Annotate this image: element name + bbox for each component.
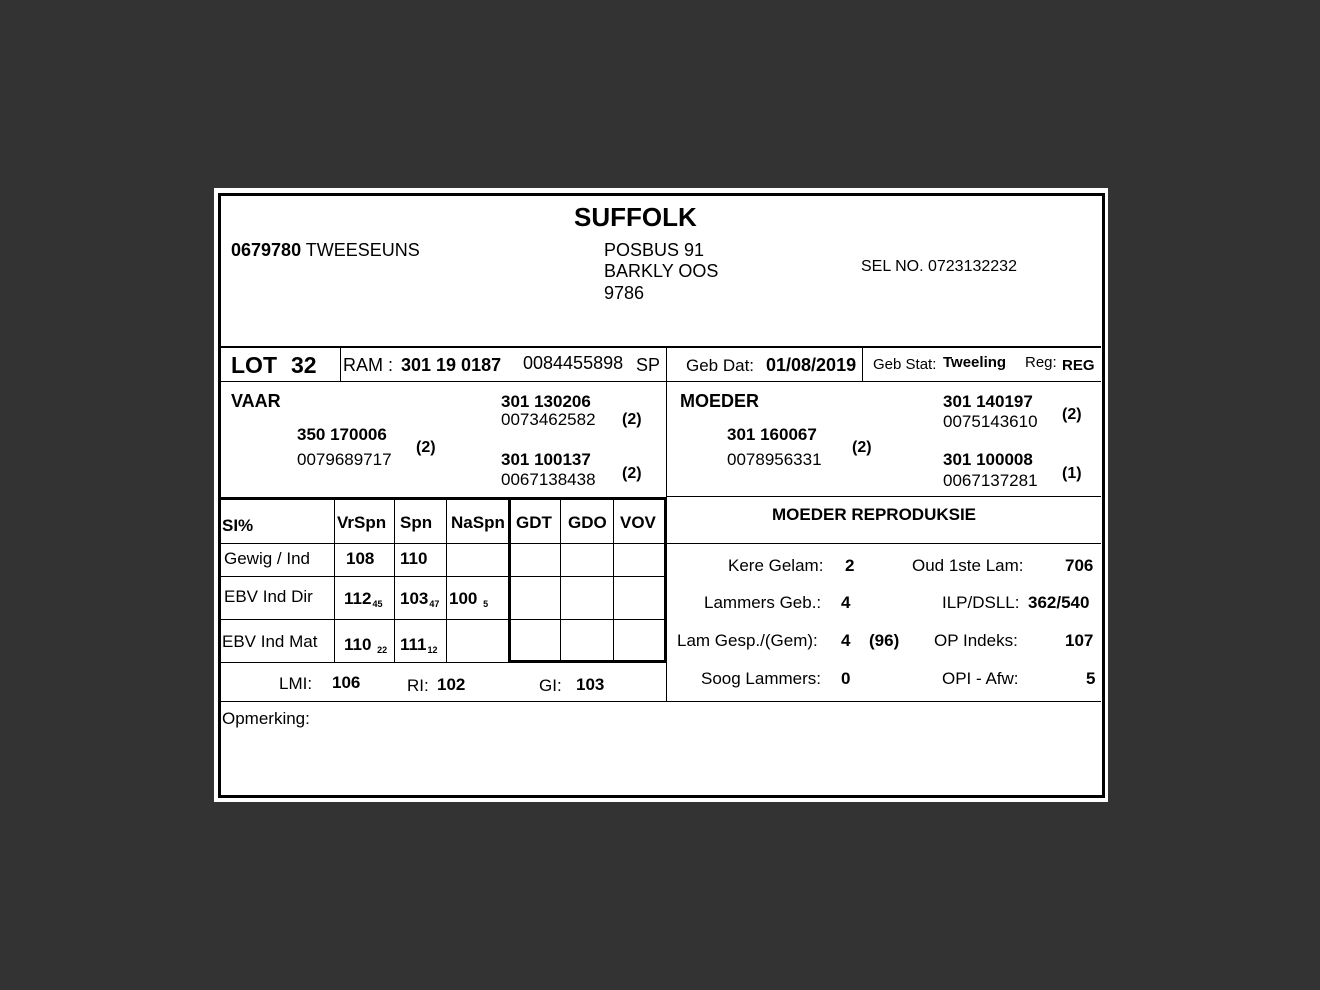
dam-sire-id: 301 140197 xyxy=(943,392,1033,411)
birth-status-label: Geb Stat: xyxy=(873,356,937,373)
col-header-vov: VOV xyxy=(620,513,656,532)
sire-dam-reg: 0067138438 xyxy=(501,470,596,489)
op-indeks-value: 107 xyxy=(1065,631,1094,650)
gi-label: GI: xyxy=(539,676,562,695)
divider xyxy=(664,498,667,662)
kere-gelam-label: Kere Gelam: xyxy=(728,556,824,575)
lam-gesp-value: 4 xyxy=(841,631,851,650)
dam-count: (2) xyxy=(852,439,872,456)
ebv-mat-spn-accuracy: 12 xyxy=(427,645,438,655)
col-header-gdo: GDO xyxy=(568,513,607,532)
row-label-ebv-mat: EBV Ind Mat xyxy=(222,632,318,651)
divider xyxy=(220,346,1101,348)
dam-sire-count: (2) xyxy=(1062,406,1082,423)
sire-sire-count: (2) xyxy=(622,411,642,428)
ri-label: RI: xyxy=(407,676,429,695)
col-header-si: SI% xyxy=(222,516,254,535)
reproduction-title: MOEDER REPRODUKSIE xyxy=(772,505,977,524)
opi-afw-value: 5 xyxy=(1086,669,1096,688)
dam-id: 301 160067 xyxy=(727,425,817,444)
ebv-dir-vrspn-accuracy: 45 xyxy=(372,599,383,609)
divider xyxy=(666,347,667,382)
lam-gesp-label: Lam Gesp./(Gem): xyxy=(677,631,818,650)
ram-code: SP xyxy=(636,355,661,375)
sire-dam-count: (2) xyxy=(622,465,642,482)
dam-label: MOEDER xyxy=(680,391,760,411)
divider xyxy=(220,543,666,544)
dam-dam-id: 301 100008 xyxy=(943,450,1033,469)
sire-sire-id: 301 130206 xyxy=(501,392,591,411)
oud-lam-label: Oud 1ste Lam: xyxy=(912,556,1024,575)
dam-sire-reg: 0075143610 xyxy=(943,412,1038,431)
dam-reg: 0078956331 xyxy=(727,450,822,469)
divider xyxy=(560,498,561,662)
dam-dam-reg: 0067137281 xyxy=(943,471,1038,490)
reg-label: Reg: xyxy=(1025,354,1057,371)
ram-reg: 0084455898 xyxy=(523,353,624,373)
divider xyxy=(340,347,341,382)
birth-date: 01/08/2019 xyxy=(766,355,857,375)
breed-title: SUFFOLK xyxy=(574,202,697,232)
col-header-vrspn: VrSpn xyxy=(337,513,387,532)
col-header-naspn: NaSpn xyxy=(451,513,505,532)
ebv-dir-spn xyxy=(400,590,439,609)
col-header-gdt: GDT xyxy=(516,513,552,532)
reg-value: REG xyxy=(1062,357,1095,374)
owner xyxy=(231,241,420,259)
ebv-dir-spn-accuracy: 47 xyxy=(429,599,440,609)
soog-lammers-label: Soog Lammers: xyxy=(701,669,821,688)
gi-value: 103 xyxy=(576,675,605,694)
ri-value: 102 xyxy=(437,675,466,694)
ram-label: RAM : xyxy=(343,355,394,375)
ebv-dir-naspn xyxy=(449,590,488,609)
divider xyxy=(394,498,395,662)
sire-dam-id: 301 100137 xyxy=(501,450,591,469)
col-header-spn: Spn xyxy=(400,513,433,532)
row-label-gewig: Gewig / Ind xyxy=(224,549,310,568)
divider xyxy=(508,498,511,662)
lmi-value: 106 xyxy=(332,673,361,692)
divider xyxy=(613,498,614,662)
ebv-dir-naspn-value: 100 xyxy=(449,589,478,608)
soog-lammers-value: 0 xyxy=(841,669,851,688)
lot-label: LOT xyxy=(231,352,277,378)
divider xyxy=(862,347,863,382)
owner-name: TWEESEUNS xyxy=(305,240,420,260)
ebv-mat-spn-value: 111 xyxy=(400,635,427,654)
op-indeks-label: OP Indeks: xyxy=(934,631,1018,650)
divider xyxy=(220,497,666,500)
ebv-dir-spn-value: 103 xyxy=(400,589,429,608)
divider xyxy=(220,662,666,663)
lam-gesp-gem: (96) xyxy=(869,631,900,650)
ebv-dir-naspn-accuracy: 5 xyxy=(483,599,489,609)
sire-reg: 0079689717 xyxy=(297,450,392,469)
birth-status: Tweeling xyxy=(943,354,1007,371)
address-line1: POSBUS 91 xyxy=(604,240,705,260)
ebv-mat-vrspn xyxy=(344,636,387,655)
lammers-geb-label: Lammers Geb.: xyxy=(704,593,822,612)
gewig-vrspn: 108 xyxy=(346,549,375,568)
gewig-spn: 110 xyxy=(400,549,428,568)
ebv-dir-vrspn-value: 112 xyxy=(344,589,372,608)
address-line2: BARKLY OOS xyxy=(604,261,719,281)
kere-gelam-value: 2 xyxy=(845,556,855,575)
dam-dam-count: (1) xyxy=(1062,465,1082,482)
divider xyxy=(220,576,666,577)
divider xyxy=(220,701,1101,702)
ram-id: 301 19 0187 xyxy=(401,355,502,375)
owner-code: 0679780 xyxy=(231,240,302,260)
lmi-label: LMI: xyxy=(279,674,313,693)
opi-afw-label: OPI - Afw: xyxy=(942,669,1019,688)
phone-number: SEL NO. 0723132232 xyxy=(861,258,1017,275)
sire-count: (2) xyxy=(416,439,436,456)
sire-sire-reg: 0073462582 xyxy=(501,410,596,429)
divider xyxy=(666,496,1101,497)
divider xyxy=(446,498,447,662)
row-label-ebv-dir: EBV Ind Dir xyxy=(224,587,313,606)
address-line3: 9786 xyxy=(604,283,645,303)
lot-number: 32 xyxy=(291,352,317,378)
remarks-label: Opmerking: xyxy=(222,709,310,728)
sire-label: VAAR xyxy=(231,391,281,411)
birth-date-label: Geb Dat: xyxy=(686,356,755,375)
divider xyxy=(220,619,666,620)
ilp-dsll-value: 362/540 xyxy=(1028,593,1090,612)
oud-lam-value: 706 xyxy=(1065,556,1094,575)
lammers-geb-value: 4 xyxy=(841,593,851,612)
divider xyxy=(666,543,1101,544)
divider xyxy=(220,381,1101,382)
ebv-mat-spn xyxy=(400,636,438,655)
ilp-dsll-label: ILP/DSLL: xyxy=(942,593,1020,612)
sire-id: 350 170006 xyxy=(297,425,387,444)
ebv-dir-vrspn xyxy=(344,590,382,609)
ebv-mat-vrspn-value: 110 xyxy=(344,635,372,654)
divider xyxy=(334,498,335,662)
ebv-mat-vrspn-accuracy: 22 xyxy=(377,645,388,655)
